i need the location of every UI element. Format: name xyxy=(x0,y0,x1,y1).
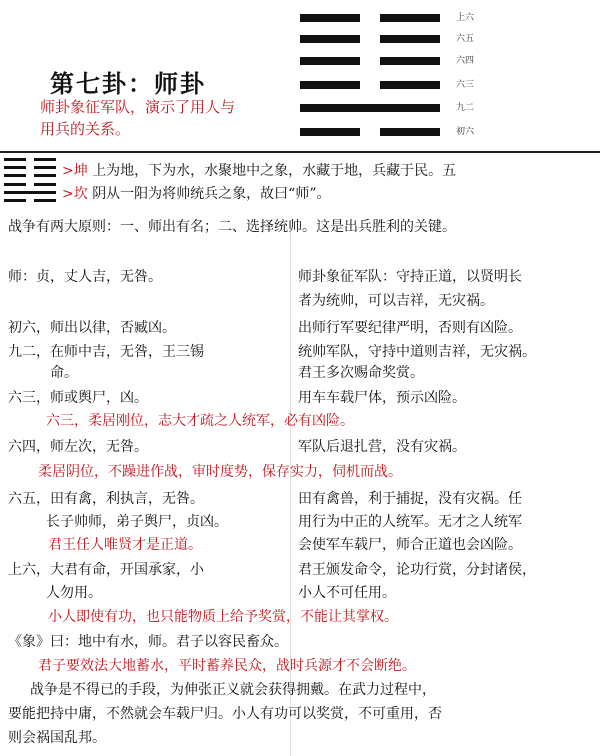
conclusion-text: 则会祸国乱邦。 xyxy=(8,730,106,746)
line2-text: 九二，在师中吉，无咎，王三锡 xyxy=(8,344,204,360)
subtitle-line: 师卦象征军队，演示了用人与 xyxy=(40,98,236,116)
xiang-text: 《象》曰：地中有水，师。君子以容民畜众。 xyxy=(8,634,288,650)
line2-translation: 君王多次赐命奖赏。 xyxy=(298,365,424,381)
line4-translation: 军队后退扎营，没有灾祸。 xyxy=(298,439,466,455)
gua-translation: 者为统帅，可以吉祥，无灾祸。 xyxy=(298,293,494,309)
conclusion-text: 要能把持中庸，不然就会车载尸归。小人有功可以奖赏，不可重用，否 xyxy=(8,706,442,722)
conclusion-text: 战争是不得已的手段，为伸张正义就会获得拥戴。在武力过程中， xyxy=(30,682,436,698)
line5-text: 六五，田有禽，利执言，无咎。 xyxy=(8,491,204,507)
line6-note: 小人即使有功，也只能物质上给予奖赏，不能让其掌权。 xyxy=(48,609,398,625)
line1-text: 初六，师出以律，否臧凶。 xyxy=(8,320,176,336)
yao-label: 初六 xyxy=(456,127,475,137)
line5-translation: 会使军车载尸，师合正道也会凶险。 xyxy=(298,537,522,553)
kun-line: >坤 上为地，下为水，水聚地中之象，水藏于地，兵藏于民。五 xyxy=(62,163,457,179)
divider xyxy=(0,151,600,153)
line5-translation: 用行为中正的人统军。无才之人统军 xyxy=(298,514,522,530)
line5-note: 君王任人唯贤才是正道。 xyxy=(48,537,202,553)
line1-translation: 出师行军要纪律严明，否则有凶险。 xyxy=(298,320,522,336)
line2-translation: 统帅军队，守持中道则吉祥，无灾祸。 xyxy=(298,344,536,360)
xiang-note: 君子要效法大地蓄水，平时蓄养民众，战时兵源才不会断绝。 xyxy=(38,658,416,674)
line6-text: 人勿用。 xyxy=(46,585,102,601)
gua-text: 师：贞，丈人吉，无咎。 xyxy=(8,269,162,285)
subtitle xyxy=(40,96,300,140)
subtitle-line: 用兵的关系。 xyxy=(40,120,131,138)
line6-text: 上六，大君有命，开国承家，小 xyxy=(8,562,204,578)
column-divider xyxy=(290,220,291,756)
line5-translation: 田有禽兽，利于捕捉，没有灾祸。任 xyxy=(298,491,522,507)
yao-label: 六三 xyxy=(456,80,475,90)
line4-note: 柔居阴位，不躁进作战，审时度势，保存实力，伺机而战。 xyxy=(38,464,402,480)
line6-translation: 君王颁发命令，论功行赏，分封诸侯， xyxy=(298,562,536,578)
line3-translation: 用车车载尸体，预示凶险。 xyxy=(298,390,466,406)
yao-label: 六四 xyxy=(456,56,475,66)
gua-translation: 师卦象征军队：守持正道，以贤明长 xyxy=(298,269,522,285)
yao-label: 九二 xyxy=(456,103,475,113)
line3-text: 六三，师或舆尸，凶。 xyxy=(8,390,148,406)
page-title: 第七卦：师卦 xyxy=(50,70,206,98)
yao-label: 六五 xyxy=(456,34,475,44)
line5-text: 长子帅师，弟子舆尸，贞凶。 xyxy=(46,514,228,530)
line4-text: 六四，师左次，无咎。 xyxy=(8,439,148,455)
kan-line: >坎 阴从一阳为将帅统兵之象，故曰“师”。 xyxy=(62,186,331,202)
line3-note: 六三，柔居刚位，志大才疏之人统军，必有凶险。 xyxy=(46,413,354,429)
line2-text: 命。 xyxy=(50,365,78,381)
principle-text: 战争有两大原则：一、师出有名；二、选择统帅。这是出兵胜利的关键。 xyxy=(8,219,456,235)
line6-translation: 小人不可任用。 xyxy=(298,585,396,601)
yao-label: 上六 xyxy=(456,13,475,23)
